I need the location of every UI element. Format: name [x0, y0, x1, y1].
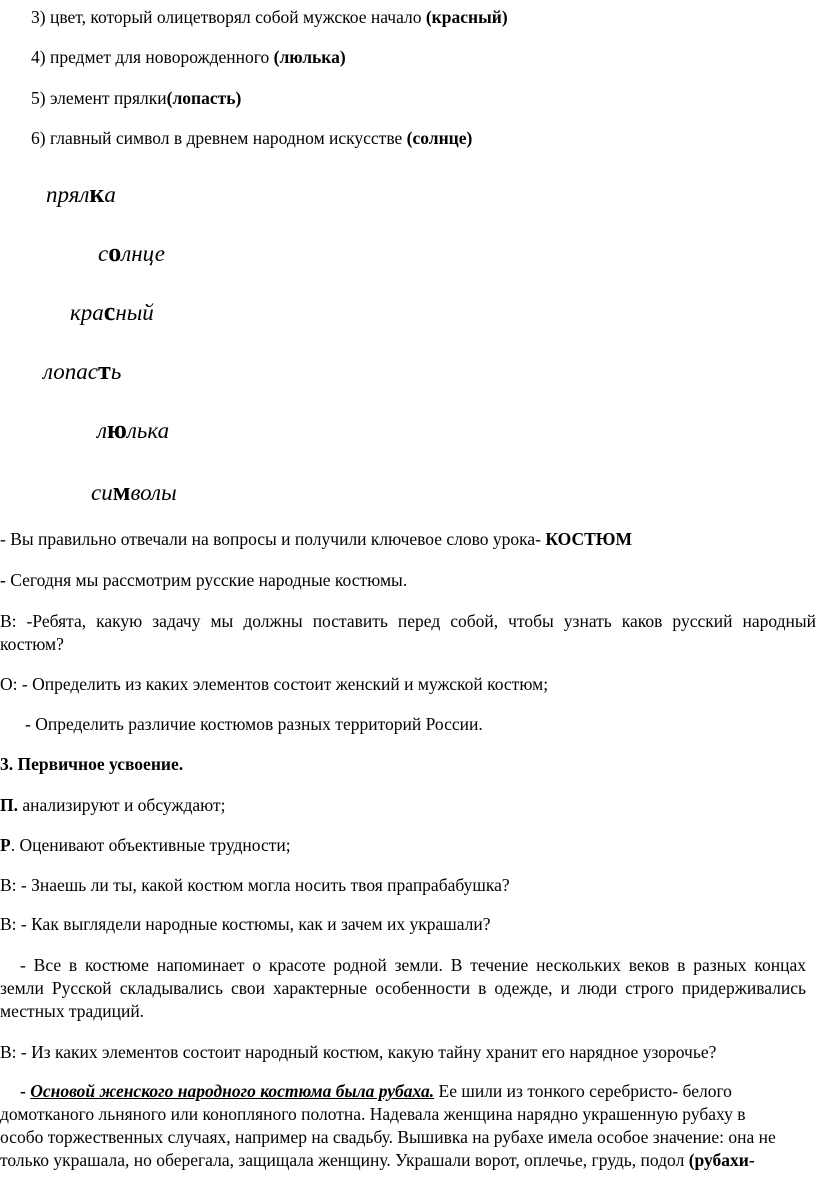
crossword-word-3: [70, 297, 154, 328]
paragraph-text: анализируют и обсуждают;: [18, 795, 226, 815]
key-letter: о: [108, 238, 122, 267]
word-part: л: [97, 418, 108, 443]
key-letter: т: [98, 356, 111, 385]
question-text: 4) предмет для новорожденного: [31, 47, 274, 67]
paragraph-q3: В: - Из каких элементов состоит народный костюм, какую тайну хранит его нарядное узорочье?: [0, 1042, 717, 1062]
paragraph-keyword: [0, 528, 632, 550]
paragraph-today: [0, 569, 407, 591]
question-text: 6) главный символ в древнем народном искусстве: [31, 128, 407, 148]
paragraph-q1: В: - Знаешь ли ты, какой костюм могла носить твоя прапрабабушка?: [0, 875, 510, 895]
keyword: КОСТЮМ: [545, 529, 632, 549]
paragraph-shirt-line1: [20, 1080, 732, 1102]
paragraph-answer-2: - Определить различие костюмов разных территорий России.: [25, 714, 483, 734]
crossword-word-2: [98, 238, 165, 269]
question-answer: (люлька): [273, 47, 346, 67]
bold-label: Р: [0, 835, 11, 855]
word-part: лька: [126, 418, 170, 443]
crossword-word-4: [43, 356, 121, 387]
paragraph-shirt-line4: [0, 1149, 755, 1171]
paragraph-answer: О: - Определить из каких элементов состоит женский и мужской костюм;: [0, 674, 549, 694]
paragraph-land-line1: - Все в костюме напоминает о красоте родной земли. В течение нескольких веков в разных концах: [20, 955, 806, 975]
key-letter: к: [89, 179, 105, 208]
emphasis: Основой женского народного костюма была рубаха.: [30, 1081, 435, 1101]
word-part: ь: [110, 359, 122, 384]
paragraph-shirt-line3: особо торжественных случаях, например на свадьбу. Вышивка на рубахе имела особое значение: она не: [0, 1127, 776, 1147]
question-6: [31, 127, 472, 149]
paragraph-question-line1: В: -Ребята, какую задачу мы должны поставить перед собой, чтобы узнать каков русский народный: [0, 611, 816, 631]
crossword-word-6: [91, 477, 177, 508]
word-part: си: [91, 480, 113, 505]
question-text: 3) цвет, который олицетворял собой мужское начало: [31, 7, 426, 27]
paragraph-text: . Оценивают объективные трудности;: [10, 835, 291, 855]
question-4: [31, 46, 346, 68]
question-answer: (солнце): [406, 128, 473, 148]
question-3: [31, 6, 508, 28]
paragraph-land-line3: местных традиций.: [0, 1001, 145, 1021]
word-part: лнце: [121, 241, 165, 266]
word-part: с: [98, 241, 109, 266]
paragraph-q2: В: - Как выглядели народные костюмы, как и зачем их украшали?: [0, 914, 491, 934]
word-part: а: [104, 182, 116, 207]
question-5: [31, 87, 241, 109]
word-part: прял: [46, 182, 90, 207]
paragraph-text: Сегодня мы рассмотрим русские народные костюмы.: [10, 570, 408, 590]
key-letter: с: [103, 297, 116, 326]
paragraph-r: [0, 834, 291, 856]
bold-label: П.: [0, 795, 18, 815]
question-answer: (лопасть): [166, 88, 242, 108]
dash: -: [0, 570, 11, 590]
paragraph-p: [0, 794, 226, 816]
key-letter: ю: [107, 415, 127, 444]
crossword-word-1: [46, 179, 116, 210]
question-answer: (красный): [425, 7, 508, 27]
paragraph-text: Ее шили из тонкого серебристо- белого: [434, 1081, 732, 1101]
word-part: ный: [115, 300, 154, 325]
question-text: 5) элемент прялки: [31, 88, 167, 108]
paragraph-land-line2: земли Русской складывались свои характерные особенности в одежде, и люди строго придерживались: [0, 978, 806, 998]
word-part: лопас: [43, 359, 99, 384]
paragraph-shirt-line2: домотканого льняного или конопляного полотна. Надевала женщина нарядно украшенную рубаху в: [0, 1104, 746, 1124]
paragraph-text: - Вы правильно отвечали на вопросы и получили ключевое слово урока-: [0, 529, 546, 549]
section-heading: 3. Первичное усвоение.: [0, 754, 184, 774]
crossword-word-5: [97, 415, 169, 446]
paragraph-question-line2: костюм?: [0, 634, 64, 654]
paragraph-text: только украшала, но оберегала, защищала женщину. Украшали ворот, оплечье, грудь, подол: [0, 1150, 689, 1170]
key-letter: м: [112, 477, 131, 506]
word-part: кра: [70, 300, 104, 325]
bold-text: (рубахи-: [688, 1150, 755, 1170]
dash: -: [20, 1081, 31, 1101]
word-part: волы: [130, 480, 177, 505]
